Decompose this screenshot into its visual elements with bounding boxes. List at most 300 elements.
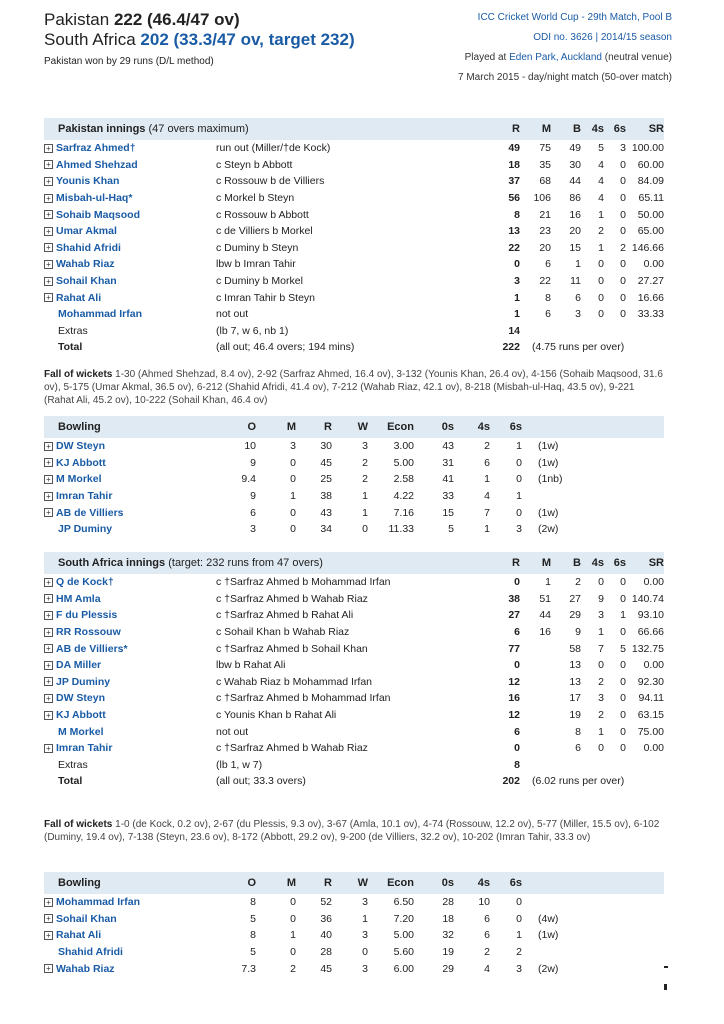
dismissal: c †Sarfraz Ahmed b Rahat Ali — [216, 609, 354, 622]
odi-number-link[interactable]: ODI no. 3626 | 2014/15 season — [533, 32, 672, 43]
expand-icon[interactable]: + — [44, 898, 53, 907]
expand-icon[interactable]: + — [44, 508, 53, 517]
sixes: 1 — [516, 929, 522, 942]
total-detail: (all out; 33.3 overs) — [216, 775, 306, 788]
sa-batting-table — [44, 552, 664, 790]
strike-rate: 16.66 — [637, 291, 664, 304]
batsman-name-cell[interactable] — [44, 593, 216, 605]
runs: 45 — [320, 962, 332, 975]
economy: 5.60 — [393, 946, 414, 959]
overs: 9 — [250, 456, 256, 469]
pak-batting-header — [44, 118, 664, 140]
batsman-name-cell[interactable] — [44, 726, 216, 738]
maidens: 0 — [290, 946, 296, 959]
batsman-row — [44, 723, 664, 740]
strike-rate: 84.09 — [637, 175, 664, 188]
bowler-name[interactable]: JP Duminy — [58, 523, 113, 536]
expand-icon[interactable]: + — [44, 964, 53, 973]
col-fours: 4s — [477, 877, 490, 889]
minutes: 44 — [539, 609, 551, 622]
expand-icon[interactable]: + — [44, 644, 53, 653]
total-row — [44, 339, 664, 356]
batsman-name[interactable]: Mohammad Irfan — [58, 308, 143, 321]
edge-mark — [664, 984, 667, 990]
batsman-name-cell[interactable] — [44, 659, 216, 671]
strike-rate: 0.00 — [643, 258, 664, 271]
fours: 4 — [598, 158, 604, 171]
runs: 43 — [320, 506, 332, 519]
total-label: Total — [58, 775, 83, 788]
wickets: 2 — [362, 456, 368, 469]
extras-note: (1w) — [538, 506, 559, 519]
sixes: 0 — [620, 308, 626, 321]
maidens: 0 — [290, 456, 296, 469]
wickets: 3 — [362, 896, 368, 909]
runs: 36 — [320, 912, 332, 925]
bowler-name-cell[interactable] — [44, 913, 216, 925]
fours: 0 — [598, 742, 604, 755]
venue-link[interactable]: Eden Park, Auckland — [509, 52, 602, 63]
bowler-row — [44, 488, 664, 505]
runs: 25 — [320, 473, 332, 486]
overs: 7.3 — [241, 962, 256, 975]
batsman-name[interactable]: F du Plessis — [56, 609, 118, 622]
maidens: 3 — [290, 440, 296, 453]
expand-icon[interactable]: + — [44, 210, 53, 219]
sixes: 2 — [516, 946, 522, 959]
balls: 13 — [569, 659, 581, 672]
economy: 7.20 — [393, 912, 414, 925]
col-dots: 0s — [441, 421, 454, 433]
col-minutes: M — [541, 123, 551, 135]
strike-rate: 65.00 — [637, 225, 664, 238]
bowler-row — [44, 455, 664, 472]
dismissal: not out — [216, 308, 249, 321]
runs: 38 — [508, 592, 520, 605]
balls: 19 — [569, 709, 581, 722]
batsman-row — [44, 223, 664, 240]
fours: 6 — [484, 456, 490, 469]
fours: 0 — [598, 659, 604, 672]
batsman-name[interactable]: Sarfraz Ahmed† — [56, 142, 136, 155]
batsman-name[interactable]: Younis Khan — [56, 175, 120, 188]
batsman-name-cell[interactable] — [44, 292, 216, 304]
col-dots: 0s — [441, 877, 454, 889]
expand-icon[interactable]: + — [44, 227, 53, 236]
expand-icon[interactable]: + — [44, 744, 53, 753]
innings-subtitle: (target: 232 runs from 47 overs) — [168, 557, 323, 569]
minutes: 16 — [539, 626, 551, 639]
expand-icon[interactable]: + — [44, 611, 53, 620]
bowler-name-cell[interactable] — [44, 896, 216, 908]
dismissal: c †Sarfraz Ahmed b Wahab Riaz — [216, 742, 368, 755]
bowler-name[interactable]: Wahab Riaz — [56, 962, 115, 975]
dismissal: c †Sarfraz Ahmed b Mohammad Irfan — [216, 576, 391, 589]
batsman-name[interactable]: DA Miller — [56, 659, 102, 672]
fow-label: Fall of wickets — [44, 369, 113, 380]
dismissal: lbw b Rahat Ali — [216, 659, 286, 672]
dismissal: c Morkel b Steyn — [216, 192, 295, 205]
balls: 13 — [569, 675, 581, 688]
total-value: 202 — [502, 775, 520, 788]
pak-bowling-header — [44, 872, 664, 894]
sa-batting-header — [44, 552, 664, 574]
expand-icon[interactable]: + — [44, 677, 53, 686]
batsman-name-cell[interactable] — [44, 692, 216, 704]
sixes: 5 — [620, 642, 626, 655]
batsman-name-cell[interactable] — [44, 742, 216, 754]
runs: 38 — [320, 490, 332, 503]
bowler-name-cell[interactable] — [44, 457, 216, 469]
batsman-row — [44, 690, 664, 707]
runs: 12 — [508, 709, 520, 722]
extras-note: (1w) — [538, 929, 559, 942]
extras-label: Extras — [58, 324, 88, 337]
expand-icon[interactable]: + — [44, 931, 53, 940]
batsman-name[interactable]: HM Amla — [56, 592, 101, 605]
dot-balls: 43 — [442, 440, 454, 453]
minutes: 20 — [539, 241, 551, 254]
balls: 49 — [569, 142, 581, 155]
batsman-row — [44, 190, 664, 207]
batsman-name[interactable]: DW Steyn — [56, 692, 106, 705]
minutes: 6 — [545, 258, 551, 271]
bowler-name[interactable]: M Morkel — [56, 473, 102, 486]
batsman-name-cell[interactable] — [44, 175, 216, 187]
expand-icon[interactable]: + — [44, 492, 53, 501]
bowler-name-cell[interactable] — [44, 507, 216, 519]
runs: 49 — [508, 142, 520, 155]
bowler-name[interactable]: AB de Villiers — [56, 506, 124, 519]
batsman-name-cell[interactable] — [44, 308, 216, 320]
col-strike-rate: SR — [648, 557, 664, 569]
batsman-name[interactable]: Umar Akmal — [56, 225, 117, 238]
expand-icon[interactable]: + — [44, 194, 53, 203]
run-rate: (6.02 runs per over) — [532, 775, 625, 788]
bowler-name-cell[interactable] — [44, 963, 216, 975]
match-date: 7 March 2015 - day/night match (50-over match) — [458, 72, 672, 83]
batsman-name[interactable]: Q de Kock† — [56, 576, 114, 589]
strike-rate: 0.00 — [643, 576, 664, 589]
col-sixes: 6s — [509, 421, 522, 433]
pak-score: 222 (46.4/47 ov) — [113, 10, 240, 29]
extras-note: (2w) — [538, 523, 559, 536]
batsman-row — [44, 289, 664, 306]
bowler-row — [44, 504, 664, 521]
dismissal: c Wahab Riaz b Mohammad Irfan — [216, 675, 373, 688]
batsman-name-cell[interactable] — [44, 192, 216, 204]
col-balls: B — [573, 123, 581, 135]
expand-icon[interactable]: + — [44, 578, 53, 587]
sixes: 0 — [620, 291, 626, 304]
batsman-name-cell[interactable] — [44, 159, 216, 171]
batsman-name[interactable]: KJ Abbott — [56, 709, 106, 722]
runs: 13 — [508, 225, 520, 238]
bowler-name-cell[interactable] — [44, 523, 216, 535]
bowler-row — [44, 927, 664, 944]
batsman-name-cell[interactable] — [44, 643, 216, 655]
extras-note: (4w) — [538, 912, 559, 925]
expand-icon[interactable]: + — [44, 711, 53, 720]
fow-text: 1-30 (Ahmed Shehzad, 8.4 ov), 2-92 (Sarfraz Ahmed, 16.4 ov), 3-132 (Younis Khan, 26.4 ov), 4-156 (Sohaib Maqsood, 31.6 ov), 5-175 (Umar Akmal, 36.5 ov), 6-212 (Shahid Afridi, 41.4 ov), 7-212 (Wahab Riaz, 42.1 ov), 8-218 (Misbah-ul-Haq, 43.5 ov), 9-221 (Rahat Ali, 45.2 ov), 10-222 (Sohail Khan, 46.4 ov) — [44, 369, 663, 406]
bowler-name[interactable]: DW Steyn — [56, 440, 106, 453]
played-at-label: Played at — [464, 52, 507, 63]
expand-icon[interactable]: + — [44, 442, 53, 451]
bowler-name-cell[interactable] — [44, 946, 216, 958]
fours: 2 — [598, 709, 604, 722]
minutes: 21 — [539, 208, 551, 221]
batsman-row — [44, 306, 664, 323]
wickets: 1 — [362, 506, 368, 519]
extras-note: (1w) — [538, 456, 559, 469]
col-sixes: 6s — [509, 877, 522, 889]
batsman-name[interactable]: Sohaib Maqsood — [56, 208, 140, 221]
col-overs: O — [247, 877, 256, 889]
bowling-title: Bowling — [58, 877, 101, 889]
sixes: 0 — [620, 225, 626, 238]
col-runs: R — [512, 123, 520, 135]
bowler-row — [44, 438, 664, 455]
col-minutes: M — [541, 557, 551, 569]
fours: 4 — [484, 962, 490, 975]
sa-team-name: South Africa — [44, 30, 136, 49]
expand-icon[interactable]: + — [44, 293, 53, 302]
batsman-name-cell[interactable] — [44, 709, 216, 721]
fours: 10 — [478, 896, 490, 909]
runs: 77 — [508, 642, 520, 655]
balls: 6 — [575, 742, 581, 755]
total-value: 222 — [502, 341, 520, 354]
balls: 6 — [575, 291, 581, 304]
expand-icon[interactable]: + — [44, 458, 53, 467]
fours: 3 — [598, 609, 604, 622]
balls: 86 — [569, 192, 581, 205]
batsman-row — [44, 574, 664, 591]
balls: 27 — [569, 592, 581, 605]
col-overs: O — [247, 421, 256, 433]
expand-icon[interactable]: + — [44, 144, 53, 153]
runs: 40 — [320, 929, 332, 942]
wickets: 2 — [362, 473, 368, 486]
minutes: 68 — [539, 175, 551, 188]
fours: 1 — [598, 725, 604, 738]
economy: 6.50 — [393, 896, 414, 909]
fours: 4 — [598, 175, 604, 188]
dismissal: c Sohail Khan b Wahab Riaz — [216, 626, 350, 639]
balls: 17 — [569, 692, 581, 705]
balls: 16 — [569, 208, 581, 221]
batsman-name[interactable]: JP Duminy — [56, 675, 111, 688]
fours: 1 — [484, 473, 490, 486]
batsman-name-cell[interactable] — [44, 242, 216, 254]
wickets: 0 — [362, 946, 368, 959]
maidens: 1 — [290, 929, 296, 942]
minutes: 106 — [533, 192, 551, 205]
expand-icon[interactable]: + — [44, 694, 53, 703]
col-balls: B — [573, 557, 581, 569]
strike-rate: 132.75 — [631, 642, 664, 655]
runs: 0 — [514, 659, 520, 672]
batsman-name-cell[interactable] — [44, 142, 216, 154]
dot-balls: 15 — [442, 506, 454, 519]
overs: 5 — [250, 912, 256, 925]
economy: 2.58 — [393, 473, 414, 486]
overs: 10 — [244, 440, 256, 453]
runs: 6 — [514, 725, 520, 738]
balls: 1 — [575, 258, 581, 271]
dot-balls: 28 — [442, 896, 454, 909]
fours: 1 — [598, 241, 604, 254]
bowler-name[interactable]: Mohammad Irfan — [56, 896, 141, 909]
economy: 3.00 — [393, 440, 414, 453]
batsman-name[interactable]: Sohail Khan — [56, 275, 117, 288]
extras-row — [44, 323, 664, 340]
overs: 5 — [250, 946, 256, 959]
expand-icon[interactable]: + — [44, 661, 53, 670]
wickets: 1 — [362, 490, 368, 503]
batsman-name-cell[interactable] — [44, 275, 216, 287]
sixes: 0 — [516, 473, 522, 486]
dismissal: c †Sarfraz Ahmed b Mohammad Irfan — [216, 692, 391, 705]
sixes: 0 — [620, 208, 626, 221]
dot-balls: 32 — [442, 929, 454, 942]
runs: 1 — [514, 291, 520, 304]
col-fours: 4s — [591, 123, 604, 135]
edge-mark — [664, 966, 668, 968]
batsman-name[interactable]: Misbah-ul-Haq* — [56, 192, 133, 205]
batsman-row — [44, 173, 664, 190]
batsman-row — [44, 640, 664, 657]
batsman-name[interactable]: M Morkel — [58, 725, 104, 738]
batsman-name-cell[interactable] — [44, 626, 216, 638]
batsman-name-cell[interactable] — [44, 225, 216, 237]
col-maidens: M — [286, 421, 296, 433]
col-economy: Econ — [387, 421, 414, 433]
batsman-name-cell[interactable] — [44, 209, 216, 221]
fours: 0 — [598, 275, 604, 288]
expand-icon[interactable]: + — [44, 277, 53, 286]
pak-fall-of-wickets — [44, 368, 666, 407]
expand-icon[interactable]: + — [44, 160, 53, 169]
bowler-row — [44, 960, 664, 977]
expand-icon[interactable]: + — [44, 260, 53, 269]
batsman-name[interactable]: Shahid Afridi — [56, 241, 121, 254]
dismissal: c Duminy b Steyn — [216, 241, 299, 254]
fours: 2 — [598, 225, 604, 238]
minutes: 22 — [539, 275, 551, 288]
maidens: 0 — [290, 473, 296, 486]
maidens: 0 — [290, 912, 296, 925]
batsman-name[interactable]: RR Rossouw — [56, 626, 121, 639]
bowler-row — [44, 944, 664, 961]
runs: 45 — [320, 456, 332, 469]
balls: 30 — [569, 158, 581, 171]
bowler-name[interactable]: KJ Abbott — [56, 456, 106, 469]
bowler-name-cell[interactable] — [44, 473, 216, 485]
sa-bowling-table — [44, 416, 664, 538]
fours: 0 — [598, 291, 604, 304]
expand-icon[interactable]: + — [44, 243, 53, 252]
balls: 8 — [575, 725, 581, 738]
dismissal: not out — [216, 725, 249, 738]
series-link[interactable]: ICC Cricket World Cup - 29th Match, Pool B — [477, 12, 672, 23]
pak-bowling-table — [44, 872, 664, 977]
runs: 0 — [514, 258, 520, 271]
bowler-name[interactable]: Imran Tahir — [56, 490, 113, 503]
fours: 3 — [598, 692, 604, 705]
col-wickets: W — [357, 421, 368, 433]
minutes: 75 — [539, 142, 551, 155]
innings-name: Pakistan innings — [58, 123, 146, 135]
runs: 18 — [508, 158, 520, 171]
sixes: 0 — [620, 742, 626, 755]
batsman-name-cell[interactable] — [44, 676, 216, 688]
runs: 27 — [508, 609, 520, 622]
pak-team-name: Pakistan — [44, 10, 110, 29]
sixes: 0 — [516, 912, 522, 925]
bowler-name-cell[interactable] — [44, 490, 216, 502]
runs: 22 — [508, 241, 520, 254]
extras-detail: (lb 7, w 6, nb 1) — [216, 324, 289, 337]
batsman-name[interactable]: AB de Villiers* — [56, 642, 128, 655]
dismissal: c †Sarfraz Ahmed b Wahab Riaz — [216, 592, 368, 605]
bowler-name[interactable]: Sohail Khan — [56, 912, 117, 925]
runs: 34 — [320, 523, 332, 536]
col-wickets: W — [357, 877, 368, 889]
fours: 4 — [484, 490, 490, 503]
expand-icon[interactable]: + — [44, 914, 53, 923]
expand-icon[interactable]: + — [44, 594, 53, 603]
sixes: 1 — [516, 490, 522, 503]
economy: 7.16 — [393, 506, 414, 519]
dot-balls: 19 — [442, 946, 454, 959]
expand-icon[interactable]: + — [44, 628, 53, 637]
expand-icon[interactable]: + — [44, 177, 53, 186]
minutes: 23 — [539, 225, 551, 238]
total-label: Total — [58, 341, 83, 354]
bowler-name-cell[interactable] — [44, 440, 216, 452]
overs: 8 — [250, 896, 256, 909]
runs: 3 — [514, 275, 520, 288]
batsman-name[interactable]: Imran Tahir — [56, 742, 113, 755]
overs: 9.4 — [241, 473, 256, 486]
overs: 9 — [250, 490, 256, 503]
sixes: 0 — [620, 626, 626, 639]
batsman-name-cell[interactable] — [44, 576, 216, 588]
overs: 8 — [250, 929, 256, 942]
strike-rate: 0.00 — [643, 659, 664, 672]
batsman-name[interactable]: Ahmed Shehzad — [56, 158, 138, 171]
col-strike-rate: SR — [648, 123, 664, 135]
batsman-name-cell[interactable] — [44, 609, 216, 621]
dismissal: c Younis Khan b Rahat Ali — [216, 709, 337, 722]
batsman-name[interactable]: Rahat Ali — [56, 291, 102, 304]
batsman-name[interactable]: Wahab Riaz — [56, 258, 115, 271]
col-fours: 4s — [477, 421, 490, 433]
fours: 0 — [598, 576, 604, 589]
batsman-name-cell[interactable] — [44, 258, 216, 270]
batsman-row — [44, 674, 664, 691]
dismissal: lbw b Imran Tahir — [216, 258, 296, 271]
bowler-name-cell[interactable] — [44, 929, 216, 941]
bowler-name[interactable]: Shahid Afridi — [58, 946, 123, 959]
fours: 7 — [598, 642, 604, 655]
balls: 2 — [575, 576, 581, 589]
bowler-name[interactable]: Rahat Ali — [56, 929, 102, 942]
strike-rate: 100.00 — [631, 142, 664, 155]
economy: 5.00 — [393, 929, 414, 942]
expand-icon[interactable]: + — [44, 475, 53, 484]
